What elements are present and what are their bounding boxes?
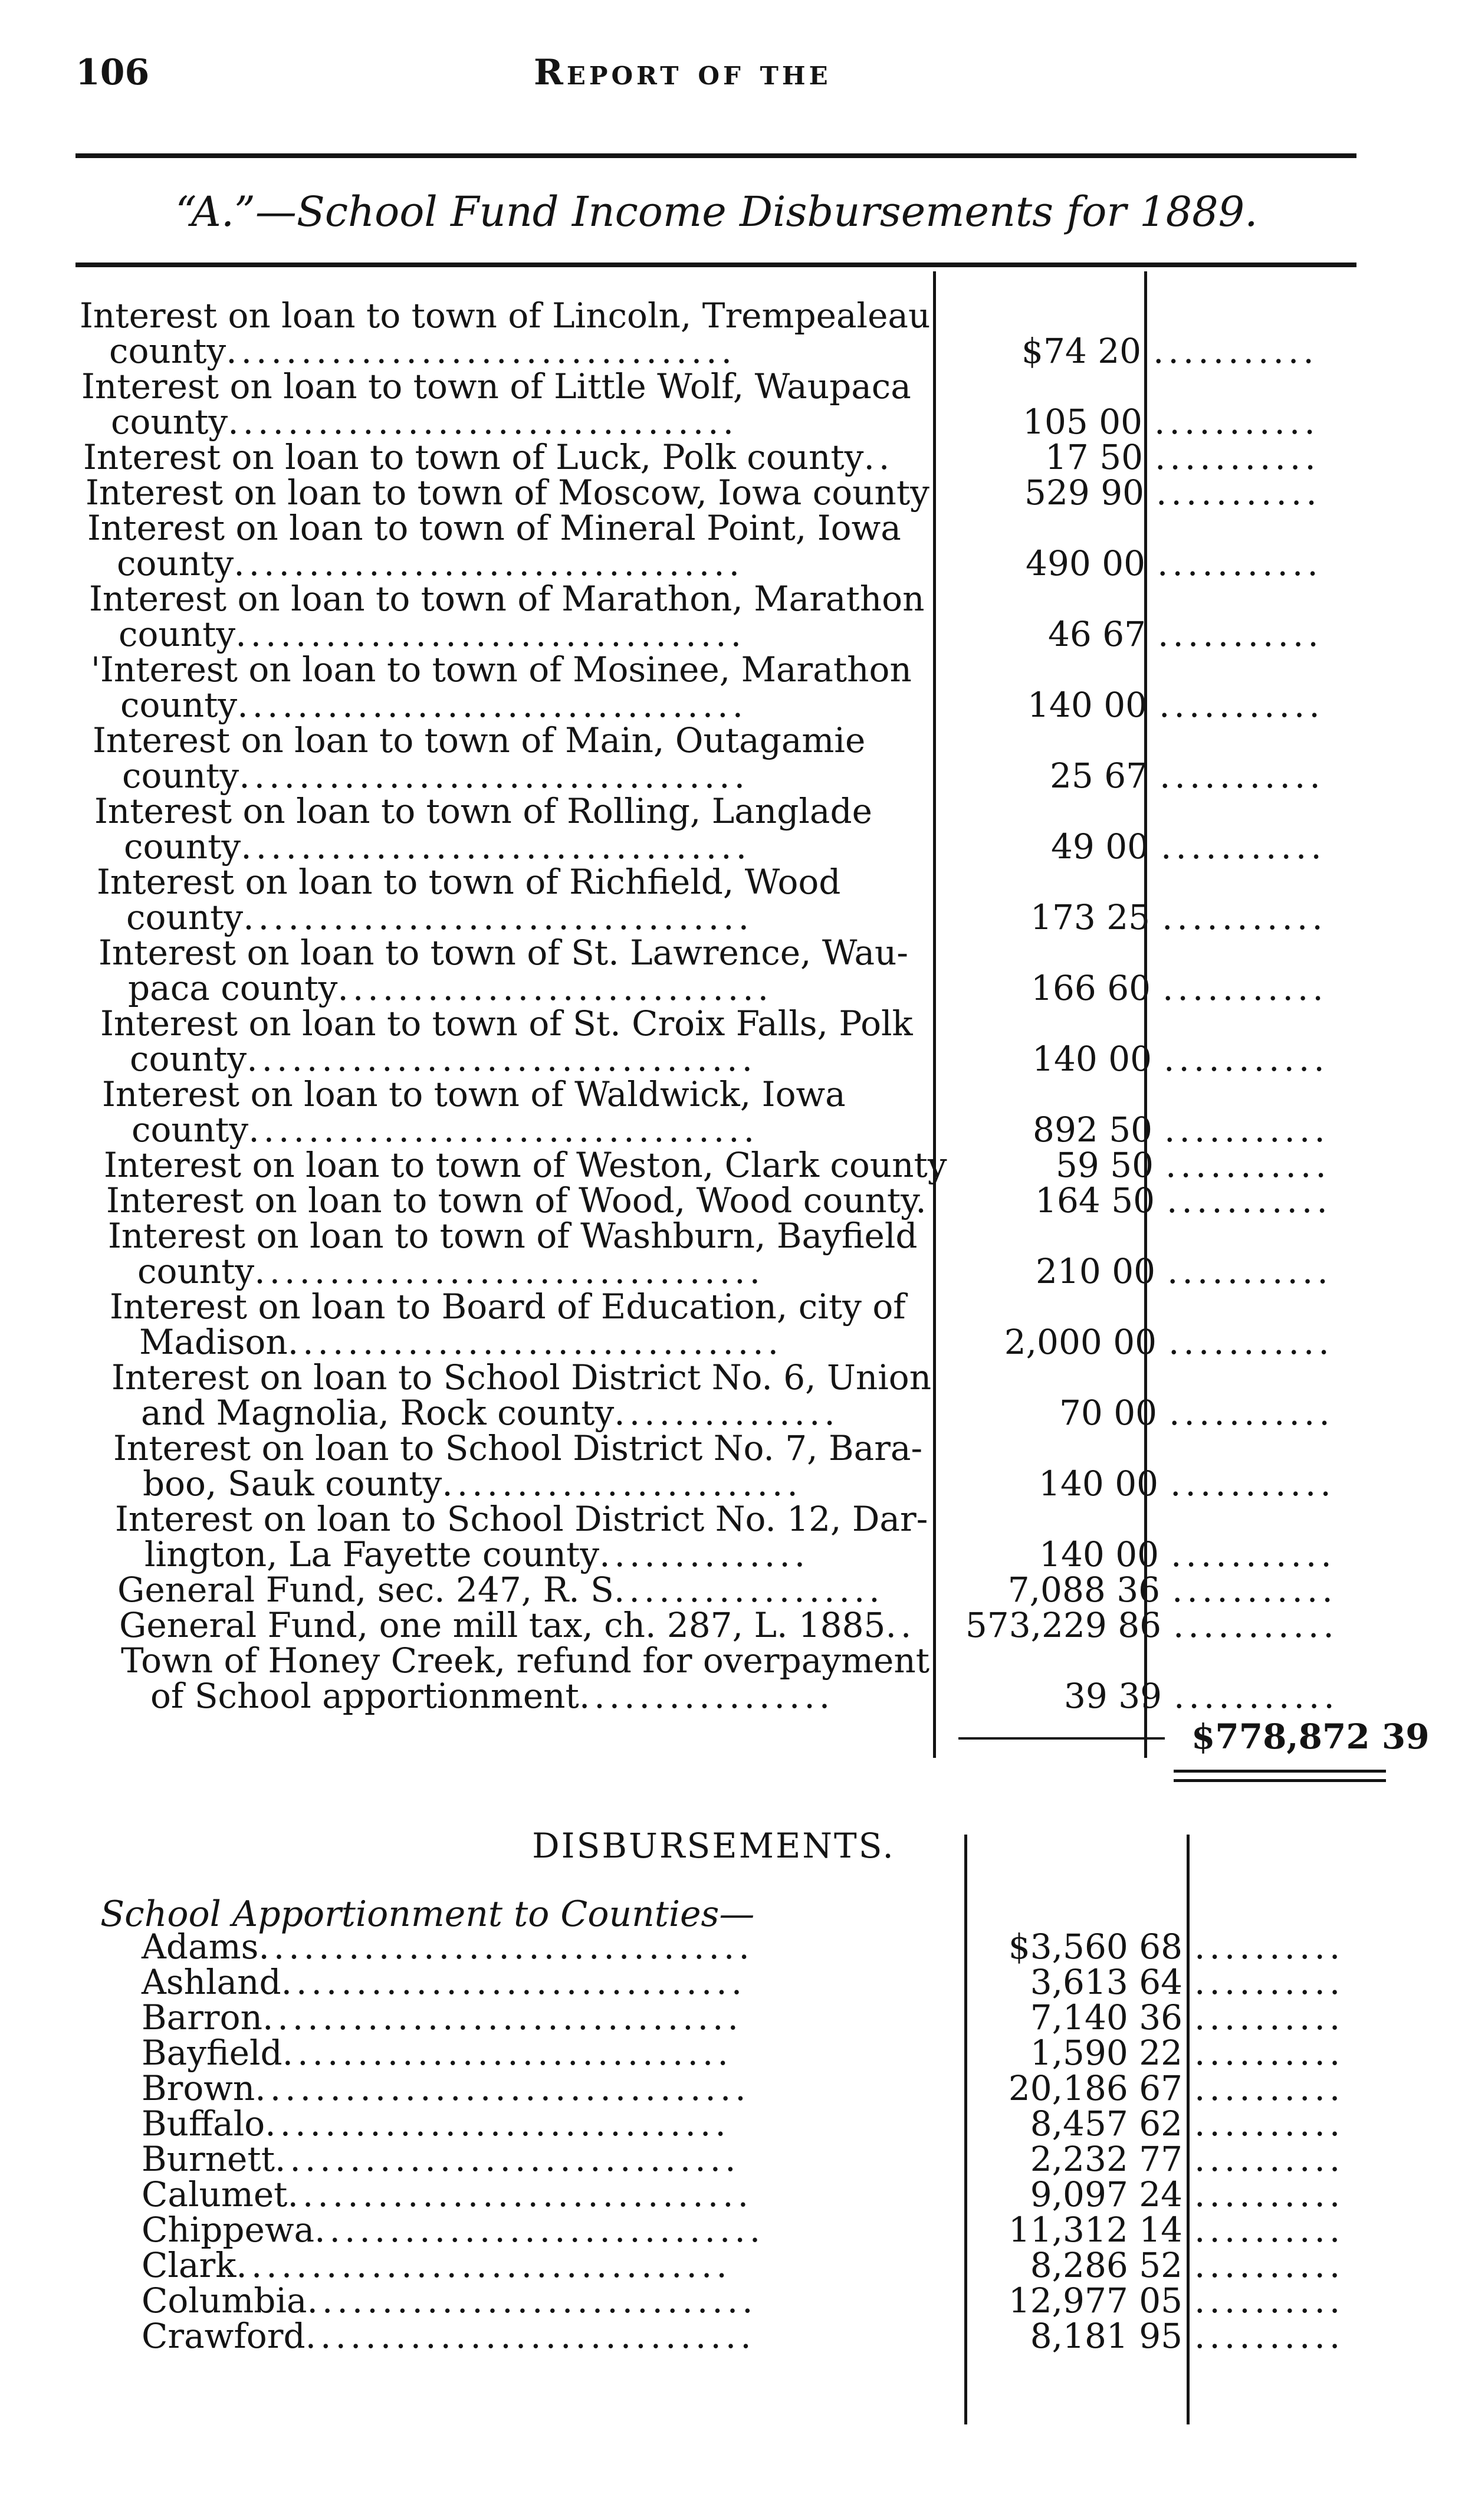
leader-dots: ........... (1164, 1110, 1329, 1150)
receipt-item-continuation (124, 826, 751, 867)
leader-dots: ........... (1159, 756, 1325, 796)
leader-dots: .......... (1194, 2033, 1345, 2073)
receipt-amount: 173 25 (1030, 897, 1150, 937)
receipt-item-continuation (120, 687, 747, 723)
receipt-item-text: Interest on loan to town of Waldwick, Iowa (102, 1074, 846, 1114)
leader-dots: .......... (1194, 2281, 1345, 2321)
total-double-rule-bottom (1174, 1779, 1386, 1782)
receipt-item-continuation (122, 756, 750, 796)
county-name: Ashland (142, 1962, 281, 2002)
county-amount: 20,186 67 (1008, 2068, 1182, 2108)
county-row (142, 2104, 730, 2144)
leader-dots: .. (885, 1605, 916, 1645)
receipt-item-text: Interest on loan to town of Rolling, Langlade (94, 791, 872, 831)
leader-dots: .................................. (228, 402, 738, 442)
receipt-item-continuation-text: of School apportionment (150, 1676, 579, 1716)
receipt-item-continuation-text: county (132, 1110, 249, 1150)
receipts-column-rule-left (933, 271, 936, 1758)
receipt-amount: 49 00 (1050, 826, 1149, 867)
county-row (142, 1997, 743, 2037)
receipt-item-text: General Fund, sec. 247, R. S.................. (117, 1570, 884, 1610)
receipt-item-text: Interest on loan to Board of Education, city of (110, 1287, 906, 1327)
receipt-item-continuation-text: county (122, 756, 239, 796)
county-name: Bayfield (142, 2033, 283, 2073)
leader-dots: ........... (1174, 1676, 1339, 1716)
county-row (142, 2318, 756, 2354)
receipt-item-text: Interest on loan to town of St. Croix Falls, Polk (100, 1003, 913, 1044)
county-amount: 8,457 62 (1030, 2104, 1182, 2144)
county-name: Burnett (142, 2139, 275, 2179)
leader-dots: .......... (1194, 1997, 1345, 2037)
county-row (142, 2174, 753, 2214)
leader-dots: .......... (1194, 2210, 1345, 2250)
receipt-item-continuation-text: county (109, 331, 226, 371)
leader-dots: ................................ (262, 1997, 743, 2037)
receipt-item-text: Interest on loan to town of Marathon, Marathon (89, 579, 925, 619)
running-title: Report of the (534, 52, 832, 93)
sum-rule (958, 1737, 1165, 1740)
receipt-amount: 17 50 (1044, 437, 1143, 477)
leader-dots: ........... (1162, 968, 1328, 1008)
county-amount: $3,560 68 (1008, 1927, 1182, 1967)
receipt-amount: $74 20 (1021, 331, 1141, 371)
receipt-amount: 59 50 (1055, 1145, 1154, 1185)
receipt-item-continuation-text: lington, La Fayette county (144, 1534, 600, 1574)
county-row (142, 2247, 731, 2283)
leader-dots: .......... (1194, 1927, 1345, 1967)
leader-dots: ........... (1169, 1393, 1334, 1433)
receipt-item-continuation (143, 1464, 802, 1504)
receipt-amount: 892 50 (1033, 1110, 1152, 1150)
leader-dots: ........... (1158, 614, 1323, 654)
receipt-item-continuation (128, 970, 773, 1006)
receipt-amount: 490 00 (1026, 543, 1145, 583)
county-amount: 8,181 95 (1030, 2316, 1182, 2356)
leader-dots: ................................. (287, 1322, 783, 1362)
receipt-item-continuation (132, 1110, 759, 1150)
county-amount: 3,613 64 (1030, 1962, 1182, 2002)
county-name: Barron (142, 1997, 262, 2037)
receipt-item-continuation (137, 1251, 765, 1291)
leader-dots: .............................. (282, 2033, 732, 2073)
leader-dots: ........... (1168, 1322, 1333, 1362)
leader-dots: ........... (1167, 1180, 1332, 1220)
receipt-item-continuation (111, 402, 738, 442)
leader-dots: .............................. (307, 2281, 757, 2321)
county-name: Buffalo (142, 2104, 265, 2144)
receipt-item-text: Interest on loan to town of St. Lawrence, Wau- (98, 933, 908, 973)
county-name: Crawford (142, 2316, 306, 2356)
receipt-item-continuation-text: county (117, 543, 234, 583)
receipt-item-text: General Fund, one mill tax, ch. 287, L. 1885.. (119, 1605, 916, 1645)
county-row (142, 2281, 757, 2321)
receipt-item-continuation-text: county (126, 897, 244, 937)
receipt-amount: 140 00 (1032, 1039, 1152, 1079)
receipt-item-text: Interest on loan to town of Washburn, Bayfield (108, 1216, 918, 1256)
county-row (142, 2141, 740, 2177)
leader-dots: ........... (1173, 1605, 1338, 1645)
leader-dots: ........... (1153, 331, 1318, 371)
receipt-amount: 166 60 (1031, 968, 1151, 1008)
leader-dots: .................................. (241, 826, 751, 867)
county-amount: 1,590 22 (1030, 2033, 1182, 2073)
leader-dots: ........... (1167, 1251, 1332, 1291)
receipt-amount: 25 67 (1049, 756, 1148, 796)
page-title: “A.”—School Fund Income Disbursements for 1889. (175, 188, 1258, 236)
county-name: Calumet (142, 2174, 288, 2214)
receipt-amount: 140 00 (1027, 685, 1147, 725)
receipt-item-continuation (109, 333, 736, 369)
apportionment-heading: School Apportionment to Counties— (100, 1894, 755, 1935)
leader-dots: ........... (1157, 543, 1322, 583)
receipt-item-continuation-text: Madison (139, 1322, 288, 1362)
leader-dots: .......... (1194, 2174, 1345, 2214)
receipt-amount: 573,229 86 (965, 1605, 1161, 1645)
receipt-item-continuation-text: paca county (128, 968, 338, 1008)
receipt-item-continuation-text: boo, Sauk county (143, 1464, 442, 1504)
leader-dots: .................................. (226, 331, 737, 371)
receipt-item-text: Interest on loan to town of Moscow, Iowa county (86, 472, 929, 513)
receipt-amount: 164 50 (1035, 1180, 1155, 1220)
county-name: Chippewa (142, 2210, 315, 2250)
leader-dots: .............. (599, 1534, 810, 1574)
top-rule (75, 153, 1356, 158)
receipt-item-continuation (126, 897, 754, 937)
leader-dots: ........... (1162, 897, 1327, 937)
leader-dots: ........................ (442, 1464, 802, 1504)
counties-column-rule-right (1187, 1835, 1190, 2424)
leader-dots: .......... (1194, 2104, 1345, 2144)
leader-dots: ........... (1171, 1534, 1336, 1574)
receipt-item-text: Interest on loan to School District No. 7, Bara- (113, 1428, 923, 1468)
county-name: Adams (142, 1927, 259, 1967)
leader-dots: ........... (1170, 1464, 1335, 1504)
county-amount: 7,140 36 (1030, 1997, 1182, 2037)
leader-dots: .................................. (234, 543, 744, 583)
leader-dots: .................................. (254, 1251, 765, 1291)
leader-dots: .......... (1194, 2068, 1345, 2108)
disbursements-heading: DISBURSEMENTS. (532, 1826, 895, 1866)
leader-dots: ............................... (287, 2174, 753, 2214)
receipt-item-continuation-text: county (137, 1251, 255, 1291)
receipt-item-text: Interest on loan to town of Luck, Polk county.. (83, 437, 894, 477)
receipt-item-text: Interest on loan to town of Richfield, Wood (97, 862, 841, 902)
leader-dots: .................................. (248, 1110, 759, 1150)
leader-dots: .......... (1194, 2245, 1345, 2285)
leader-dots: ................................. (255, 2068, 750, 2108)
receipt-amount: 70 00 (1059, 1393, 1157, 1433)
leader-dots: .. (863, 437, 894, 477)
leader-dots: ........... (1165, 1145, 1331, 1185)
receipt-amount: 210 00 (1036, 1251, 1155, 1291)
receipt-item-continuation (150, 1678, 834, 1714)
receipt-amount: 46 67 (1047, 614, 1146, 654)
receipt-item-continuation-text: county (111, 402, 228, 442)
title-rule (75, 262, 1356, 267)
receipt-item-continuation (144, 1534, 810, 1574)
leader-dots: ............... (614, 1393, 839, 1433)
receipt-amount: 140 00 (1039, 1534, 1159, 1574)
leader-dots: .................................. (247, 1039, 757, 1079)
receipt-item-text: Interest on loan to School District No. 12, Dar- (115, 1499, 928, 1539)
receipt-item-text: Interest on loan to School District No. 6, Union (111, 1357, 932, 1397)
receipt-item-continuation-text: county (124, 826, 241, 867)
county-amount: 12,977 05 (1008, 2281, 1182, 2321)
leader-dots: ........... (1172, 1570, 1337, 1610)
county-name: Clark (142, 2245, 236, 2285)
receipt-amount: 140 00 (1039, 1464, 1158, 1504)
leader-dots: .................................. (235, 614, 746, 654)
leader-dots: .................................. (243, 897, 754, 937)
leader-dots: ................................. (258, 1927, 754, 1967)
receipt-item-text: Town of Honey Creek, refund for overpayment (121, 1640, 930, 1681)
leader-dots: .............................. (305, 2316, 756, 2356)
leader-dots: .......... (1194, 2316, 1345, 2356)
receipt-item-continuation (117, 543, 744, 583)
receipt-item-continuation-text: and Magnolia, Rock county (141, 1393, 615, 1433)
county-amount: 2,232 77 (1030, 2139, 1182, 2179)
receipt-item-continuation (141, 1393, 839, 1433)
leader-dots: ........... (1154, 402, 1319, 442)
county-row (142, 2068, 750, 2108)
receipt-amount: 105 00 (1023, 402, 1142, 442)
leader-dots: ........... (1155, 437, 1320, 477)
county-name: Brown (142, 2068, 255, 2108)
leader-dots: ............................... (275, 2139, 740, 2179)
leader-dots: ........... (1156, 472, 1321, 513)
counties-column-rule-left (964, 1835, 967, 2424)
page-number: 106 (75, 52, 150, 93)
county-amount: 8,286 52 (1030, 2245, 1182, 2285)
receipt-item-text: Interest on loan to town of Wood, Wood county. (106, 1180, 927, 1220)
leader-dots: .......... (1194, 1962, 1345, 2002)
receipt-amount: 529 90 (1024, 472, 1144, 513)
leader-dots: ........... (1161, 826, 1326, 867)
leader-dots: ................. (579, 1676, 835, 1716)
receipt-item-text: 'Interest on loan to town of Mosinee, Marathon (91, 649, 912, 690)
leader-dots: ............................... (265, 2104, 730, 2144)
receipt-item-text: Interest on loan to town of Weston, Clark county (104, 1145, 947, 1185)
county-name: Columbia (142, 2281, 307, 2321)
leader-dots: ........... (1164, 1039, 1329, 1079)
receipt-item-continuation (139, 1324, 783, 1360)
receipt-item-text: Interest on loan to town of Main, Outagamie (93, 720, 866, 760)
receipt-item-continuation-text: county (119, 614, 236, 654)
county-row (142, 2210, 765, 2250)
receipt-item-continuation-text: county (120, 685, 238, 725)
county-amount: 9,097 24 (1030, 2174, 1182, 2214)
leader-dots: .................................. (239, 756, 750, 796)
receipt-item-continuation-text: county (130, 1039, 247, 1079)
receipt-item-text: Interest on loan to town of Lincoln, Trempealeau (80, 296, 931, 336)
receipt-item-text: Interest on loan to town of Mineral Point, Iowa (87, 508, 901, 548)
county-amount: 11,312 14 (1008, 2210, 1182, 2250)
total-double-rule-top (1174, 1770, 1386, 1773)
leader-dots: .............................. (314, 2210, 765, 2250)
leader-dots: .................................. (237, 685, 748, 725)
receipt-amount: 7,088 36 (1007, 1570, 1160, 1610)
leader-dots: .................. (613, 1570, 884, 1610)
leader-dots: .......... (1194, 2139, 1345, 2179)
leader-dots: ................................. (236, 2245, 731, 2285)
receipt-item-text: Interest on loan to town of Little Wolf, Waupaca (81, 366, 911, 406)
county-row (142, 2035, 732, 2071)
receipt-amount: 2,000 00 (1004, 1322, 1157, 1362)
leader-dots: ........... (1159, 685, 1324, 725)
county-row (142, 1927, 754, 1967)
receipt-amount: 39 39 (1063, 1676, 1162, 1716)
leader-dots: ............................. (337, 968, 773, 1008)
receipt-item-continuation (119, 616, 745, 652)
receipts-total: $778,872 39 (1191, 1717, 1430, 1757)
receipt-item-continuation (130, 1041, 757, 1077)
leader-dots: ............................... (281, 1962, 747, 2002)
county-row (142, 1964, 746, 2000)
